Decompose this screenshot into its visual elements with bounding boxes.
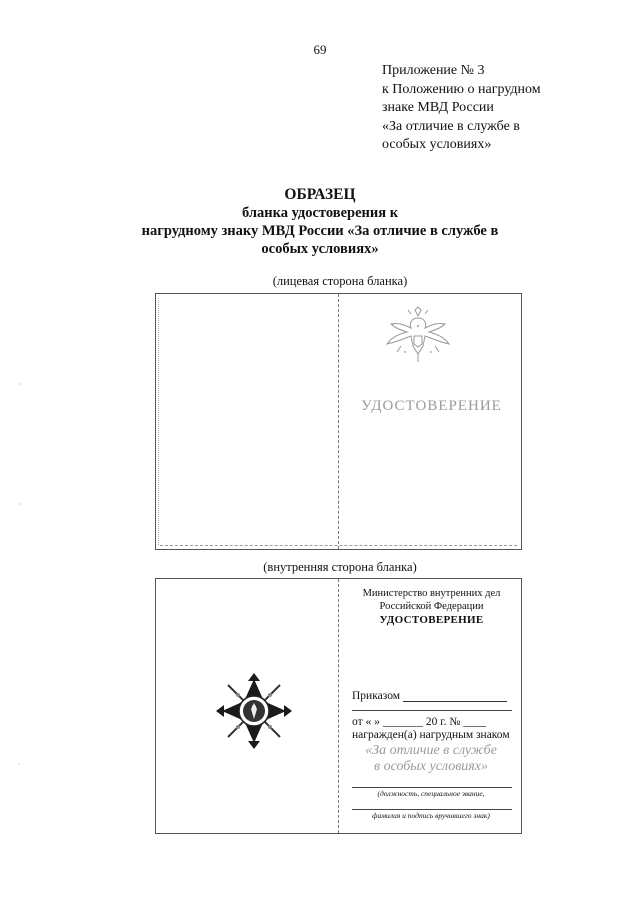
title-line: бланка удостоверения к: [241, 205, 399, 221]
fold-line: [338, 294, 339, 549]
appendix-line: особых условиях»: [382, 137, 492, 152]
margin-mark: ·: [18, 380, 21, 389]
award-name-line: «За отличие в службе: [365, 743, 497, 758]
cover-title: УДОСТОВЕРЕНИЕ: [361, 398, 502, 414]
awarded-row: награжден(а) нагрудным знаком: [352, 729, 510, 741]
signature-line: [352, 787, 512, 788]
inner-title: УДОСТОВЕРЕНИЕ: [379, 614, 484, 626]
appendix-line: Приложение № 3: [382, 63, 485, 78]
signature-caption: фамилия и подпись вручившего знак): [372, 811, 490, 820]
award-name-line: в особых условиях»: [374, 759, 488, 774]
blank-line: [352, 710, 512, 711]
appendix-note: [382, 62, 622, 155]
margin-mark: ·: [18, 500, 21, 509]
order-label: Приказом: [352, 690, 401, 702]
left-dotted-edge: [158, 298, 159, 545]
order-row: [352, 690, 507, 702]
signature-caption: (должность, специальное звание,: [377, 789, 485, 798]
front-side-caption: (лицевая сторона бланка): [272, 274, 408, 288]
page-number: 69: [313, 42, 327, 57]
fold-line: [338, 579, 339, 833]
title-line: нагрудному знаку МВД России «За отличие в службе в: [141, 223, 499, 239]
title-line: особых условиях»: [261, 241, 379, 257]
cross-order-badge-icon: [214, 671, 294, 751]
margin-mark: ·: [18, 760, 21, 769]
front-side-form: [155, 293, 522, 550]
appendix-line: знаке МВД России: [382, 100, 494, 115]
inner-side-caption: (внутренняя сторона бланка): [263, 560, 417, 574]
signature-line: [352, 809, 512, 810]
appendix-line: к Положению о нагрудном: [382, 81, 541, 97]
double-headed-eagle-icon: [381, 306, 456, 366]
title-line: ОБРАЗЕЦ: [284, 186, 356, 203]
appendix-line: «За отличие в службе в: [382, 118, 520, 134]
date-row: от « » _______ 20 г. № ____: [352, 716, 487, 728]
document-title: [130, 186, 510, 258]
inner-side-form: [155, 578, 522, 834]
ministry-name: Министерство внутренних дел Российской Федерации: [362, 588, 501, 612]
order-blank: [403, 701, 507, 702]
